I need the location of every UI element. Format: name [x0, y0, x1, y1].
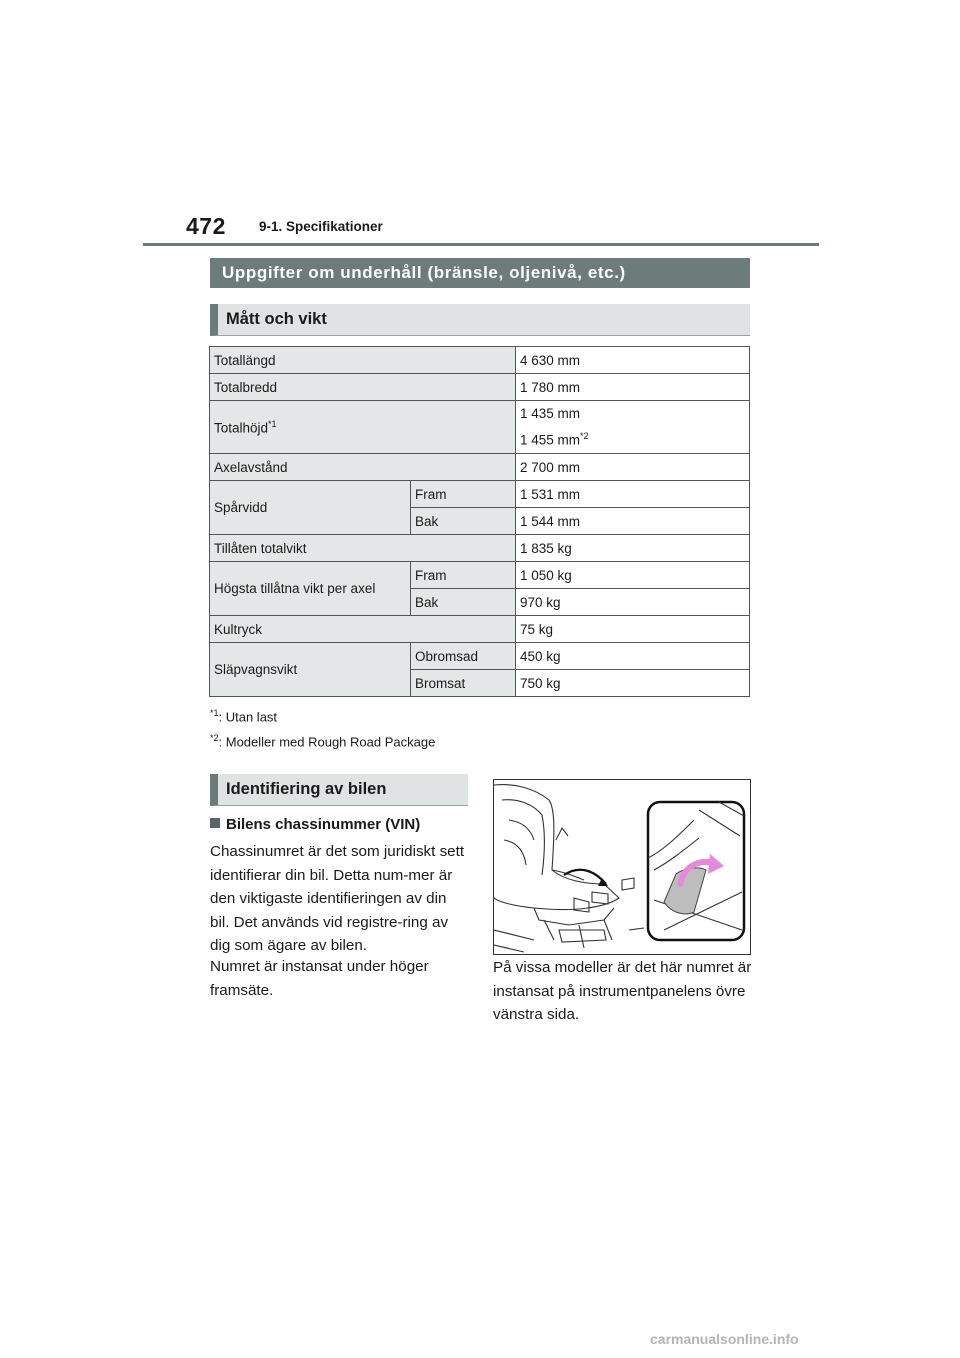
- table-label: [210, 401, 516, 454]
- vin-title-text: Bilens chassinummer (VIN): [226, 816, 421, 833]
- identification-heading: Identifiering av bilen: [210, 774, 468, 806]
- table-row: [210, 374, 750, 401]
- footnote-text: : Utan last: [218, 709, 278, 725]
- dimensions-table: [209, 346, 750, 697]
- table-value: 1 835 kg: [516, 535, 750, 562]
- vin-title: [210, 816, 420, 833]
- table-sublabel: Fram: [411, 562, 516, 589]
- table-sublabel: Bak: [411, 589, 516, 616]
- table-value: 2 700 mm: [516, 454, 750, 481]
- table-label: Axelavstånd: [210, 454, 516, 481]
- table-row: [210, 481, 750, 508]
- total-height-label: Totalhöjd: [214, 420, 269, 436]
- table-value: 4 630 mm: [516, 347, 750, 374]
- table-row: [210, 562, 750, 589]
- table-label: Kultryck: [210, 616, 516, 643]
- footnote-mark: *1: [210, 708, 219, 718]
- table-sublabel: Obromsad: [411, 643, 516, 670]
- table-sublabel: Bromsat: [411, 670, 516, 697]
- table-row: [210, 616, 750, 643]
- vin-location-illustration: [493, 779, 751, 955]
- table-label: Högsta tillåtna vikt per axel: [210, 562, 411, 616]
- table-label: Totallängd: [210, 347, 516, 374]
- table-sublabel: Bak: [411, 508, 516, 535]
- table-label: Spårvidd: [210, 481, 411, 535]
- table-label: Släpvagnsvikt: [210, 643, 411, 697]
- total-height-value-1: 1 435 mm: [520, 405, 581, 421]
- vin-location-paragraph: Numret är instansat under höger framsäte.: [210, 958, 429, 999]
- table-row: [210, 535, 750, 562]
- footnote-2: [210, 733, 435, 749]
- table-value: 450 kg: [516, 643, 750, 670]
- vin-paragraph: Chassinumret är det som juridiskt sett identifierar din bil. Detta num-mer är den viktigaste identifieringen av din bil. Det används vid registre-ring av dig som ägare av bilen.: [210, 843, 465, 954]
- section-title: 9-1. Specifikationer: [259, 219, 383, 234]
- watermark: carmanualsonline.info: [650, 1331, 799, 1347]
- footnote-mark: *2: [210, 733, 219, 743]
- main-heading: Uppgifter om underhåll (bränsle, oljenivå, etc.): [210, 258, 750, 288]
- table-value: 750 kg: [516, 670, 750, 697]
- table-sublabel: Fram: [411, 481, 516, 508]
- footnote-mark: *2: [580, 430, 589, 441]
- total-height-value-2: 1 455 mm: [520, 432, 581, 448]
- bullet-square-icon: [210, 818, 220, 828]
- dimensions-heading: Mått och vikt: [210, 304, 750, 336]
- table-value: 75 kg: [516, 616, 750, 643]
- dashboard-vin-caption: På vissa modeller är det här numret är instansat på instrumentpanelens övre vänstra sida.: [493, 959, 752, 1023]
- table-value: [516, 401, 750, 454]
- table-value: 1 780 mm: [516, 374, 750, 401]
- table-row: [210, 454, 750, 481]
- table-row: [210, 643, 750, 670]
- footnote-mark: *1: [268, 418, 277, 429]
- table-label: Tillåten totalvikt: [210, 535, 516, 562]
- table-row: [210, 347, 750, 374]
- table-label: Totalbredd: [210, 374, 516, 401]
- table-value: 970 kg: [516, 589, 750, 616]
- header-divider: [143, 243, 819, 246]
- table-value: 1 544 mm: [516, 508, 750, 535]
- page-number: 472: [186, 213, 226, 239]
- footnote-text: : Modeller med Rough Road Package: [218, 734, 436, 750]
- seat-illustration-svg: [494, 780, 750, 954]
- footnote-1: [210, 708, 277, 724]
- table-row: [210, 401, 750, 454]
- table-value: 1 050 kg: [516, 562, 750, 589]
- table-value: 1 531 mm: [516, 481, 750, 508]
